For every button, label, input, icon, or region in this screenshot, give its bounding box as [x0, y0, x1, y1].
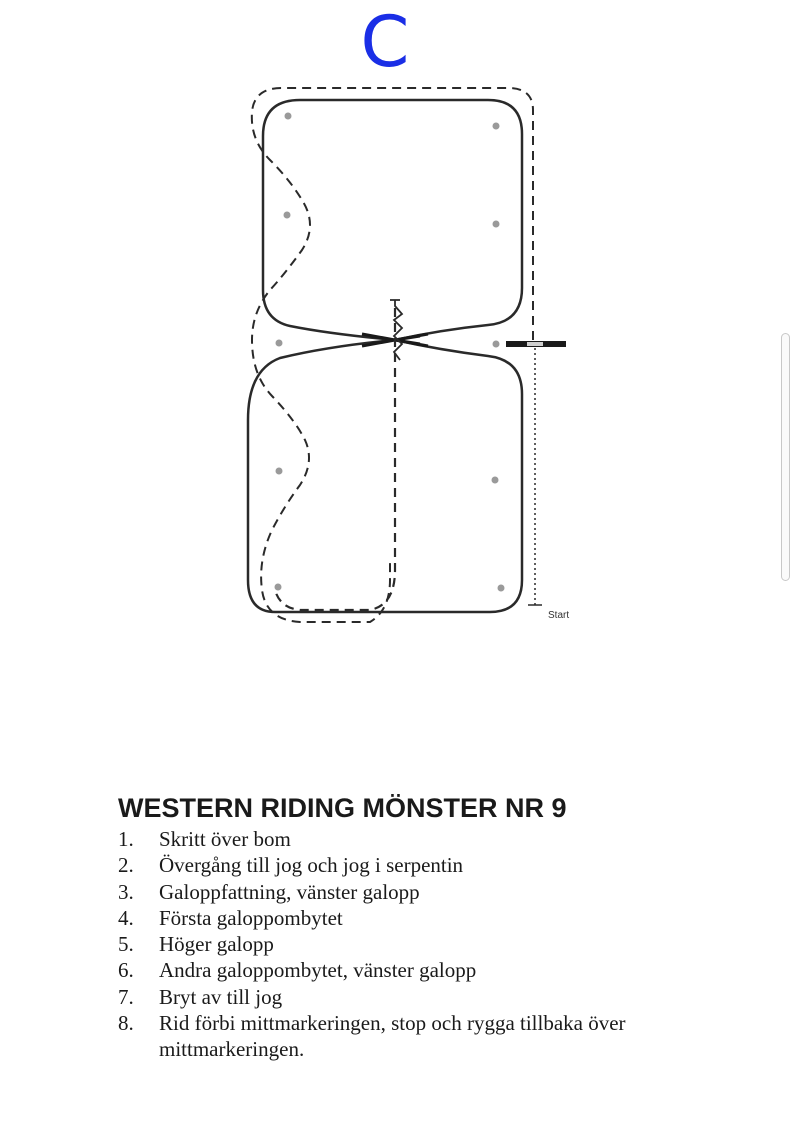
marker: [493, 221, 500, 228]
step-text: Rid förbi mittmarkeringen, stop och rygga tillbaka över mittmarkeringen.: [159, 1011, 626, 1062]
list-item: 1. Skritt över bom: [118, 827, 291, 851]
marker: [276, 340, 283, 347]
list-item: 6. Andra galoppombytet, vänster galopp: [118, 958, 477, 983]
list-item: 5. Höger galopp: [118, 932, 274, 957]
start-label: Start: [548, 610, 570, 621]
marker: [498, 585, 505, 592]
pattern-title: WESTERN RIDING MÖNSTER NR 9: [118, 793, 567, 823]
marker: [276, 468, 283, 475]
list-item: 8. Rid förbi mittmarkeringen, stop och rygga tillbaka över mittmarkeringen.: [118, 1011, 626, 1062]
list-item: 2. Övergång till jog och jog i serpentin: [118, 853, 464, 878]
marker: [493, 341, 500, 348]
scrollbar[interactable]: [781, 333, 790, 581]
marker: [492, 477, 499, 484]
list-item: 7. Bryt av till jog: [118, 984, 283, 1009]
step-text: Skritt över bom: [159, 827, 291, 851]
pattern-letter: C: [360, 1, 410, 83]
step-text: Övergång till jog och jog i serpentin: [159, 853, 464, 878]
marker: [285, 113, 292, 120]
list-item: 4. Första galoppombytet: [118, 905, 343, 930]
log-pole-highlight: [527, 342, 543, 346]
step-text: Galoppfattning, vänster galopp: [159, 879, 420, 904]
step-text: Andra galoppombytet, vänster galopp: [159, 958, 477, 983]
step-text: Bryt av till jog: [159, 984, 283, 1009]
list-item: 3. Galoppfattning, vänster galopp: [118, 879, 420, 904]
marker: [493, 123, 500, 130]
marker: [275, 584, 282, 591]
step-text: Första galoppombytet: [159, 905, 343, 930]
marker: [284, 212, 291, 219]
step-list: [118, 826, 678, 1063]
lope-path: [248, 100, 522, 612]
step-text: Höger galopp: [159, 932, 274, 957]
center-jog-line: [275, 308, 395, 610]
